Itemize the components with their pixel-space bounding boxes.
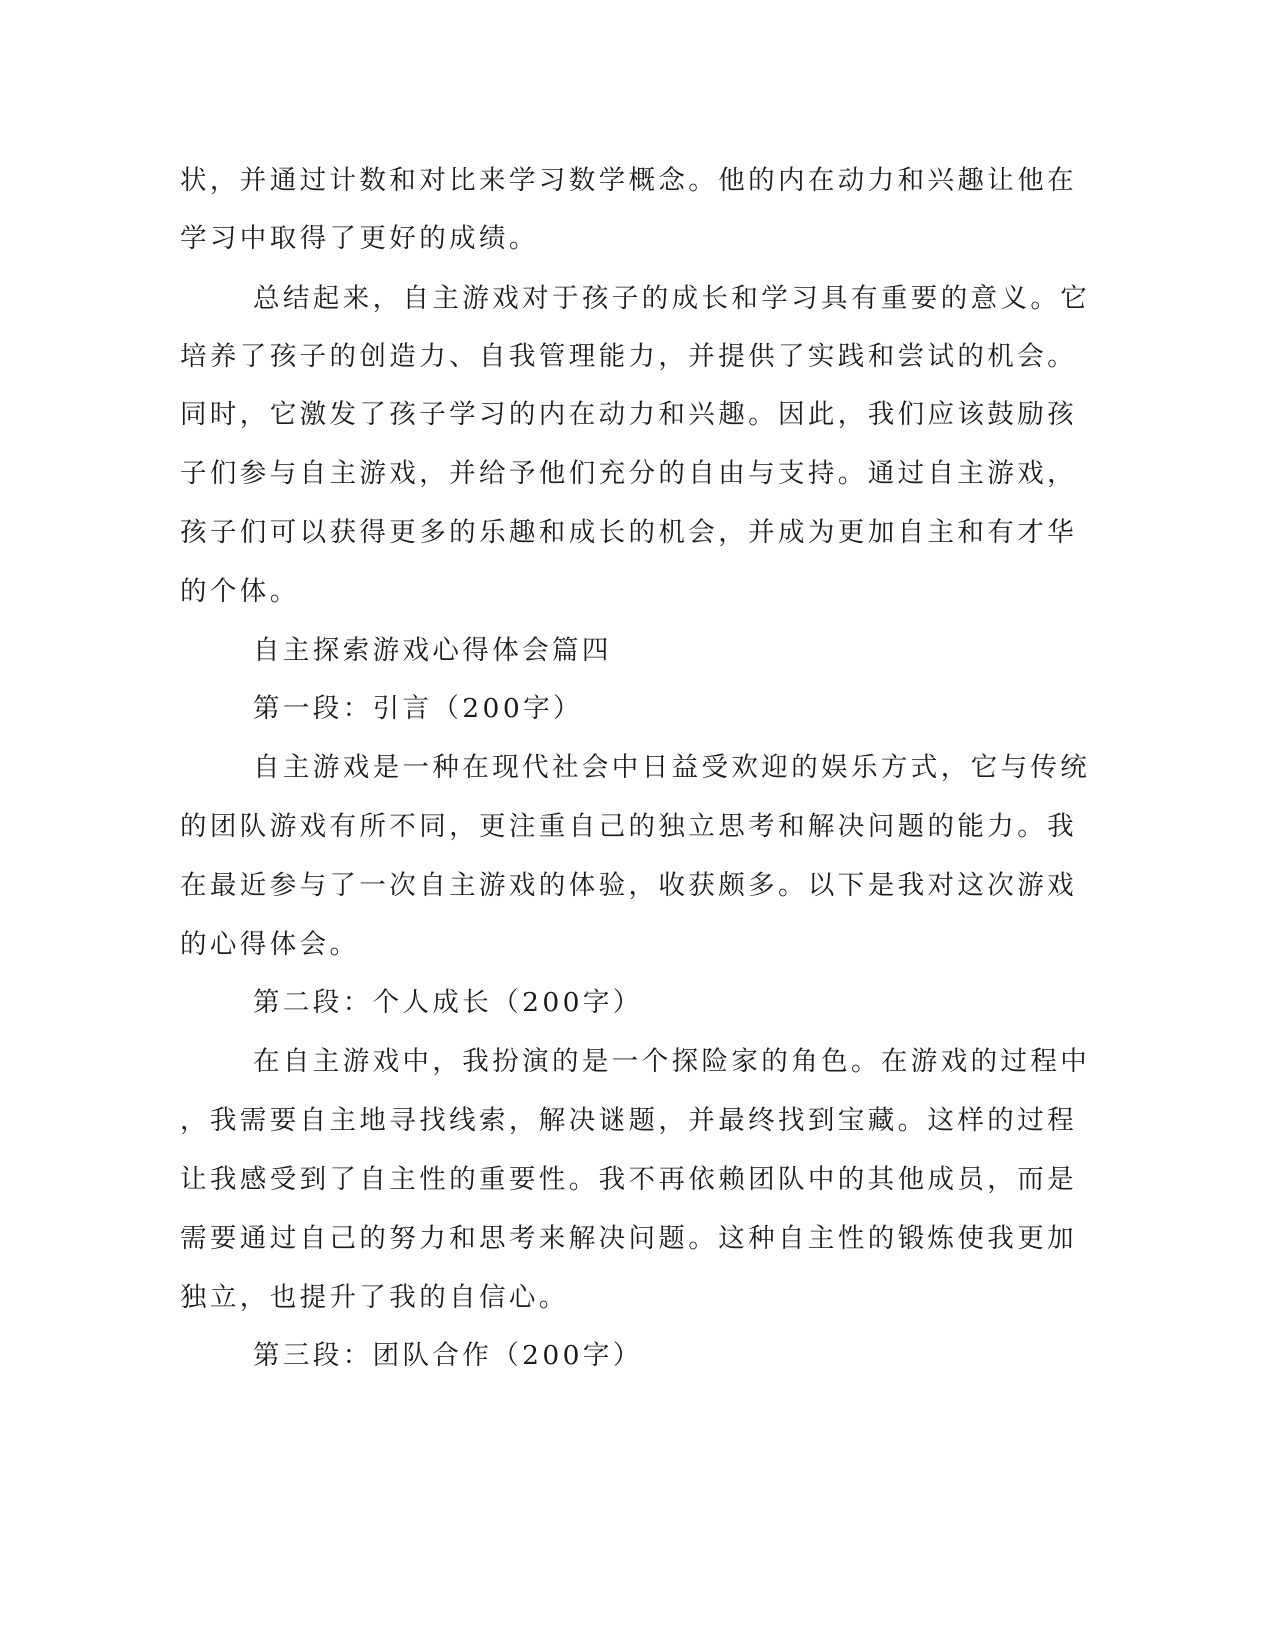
text-line: 子们参与自主游戏，并给予他们充分的自由与支持。通过自主游戏， <box>180 458 1077 489</box>
section-heading-intro: 第一段：引言（200字） <box>253 693 583 724</box>
text-line: 的团队游戏有所不同，更注重自己的独立思考和解决问题的能力。我 <box>180 811 1077 842</box>
text-line: ，我需要自主地寻找线索，解决谜题，并最终找到宝藏。这样的过程 <box>180 1105 1077 1136</box>
section-heading-personal-growth: 第二段：个人成长（200字） <box>253 987 643 1018</box>
text-line: 培养了孩子的创造力、自我管理能力，并提供了实践和尝试的机会。 <box>180 341 1077 372</box>
text-line: 让我感受到了自主性的重要性。我不再依赖团队中的其他成员，而是 <box>180 1164 1077 1195</box>
section-heading-teamwork: 第三段：团队合作（200字） <box>253 1340 643 1371</box>
paragraph-start-line: 自主游戏是一种在现代社会中日益受欢迎的娱乐方式，它与传统 <box>253 752 1091 783</box>
text-line: 同时，它激发了孩子学习的内在动力和兴趣。因此，我们应该鼓励孩 <box>180 399 1077 430</box>
text-line: 的心得体会。 <box>180 929 360 960</box>
text-line: 在最近参与了一次自主游戏的体验，收获颇多。以下是我对这次游戏 <box>180 870 1077 901</box>
text-line: 状，并通过计数和对比来学习数学概念。他的内在动力和兴趣让他在 <box>180 165 1077 196</box>
paragraph-start-line: 在自主游戏中，我扮演的是一个探险家的角色。在游戏的过程中 <box>253 1046 1091 1077</box>
text-line: 独立，也提升了我的自信心。 <box>180 1282 569 1313</box>
paragraph-start-line: 总结起来，自主游戏对于孩子的成长和学习具有重要的意义。它 <box>253 283 1091 314</box>
text-line: 学习中取得了更好的成绩。 <box>180 223 539 254</box>
section-title: 自主探索游戏心得体会篇四 <box>253 635 612 666</box>
text-line: 的个体。 <box>180 576 300 607</box>
text-line: 需要通过自己的努力和思考来解决问题。这种自主性的锻炼使我更加 <box>180 1223 1077 1254</box>
text-line: 孩子们可以获得更多的乐趣和成长的机会，并成为更加自主和有才华 <box>180 517 1077 548</box>
